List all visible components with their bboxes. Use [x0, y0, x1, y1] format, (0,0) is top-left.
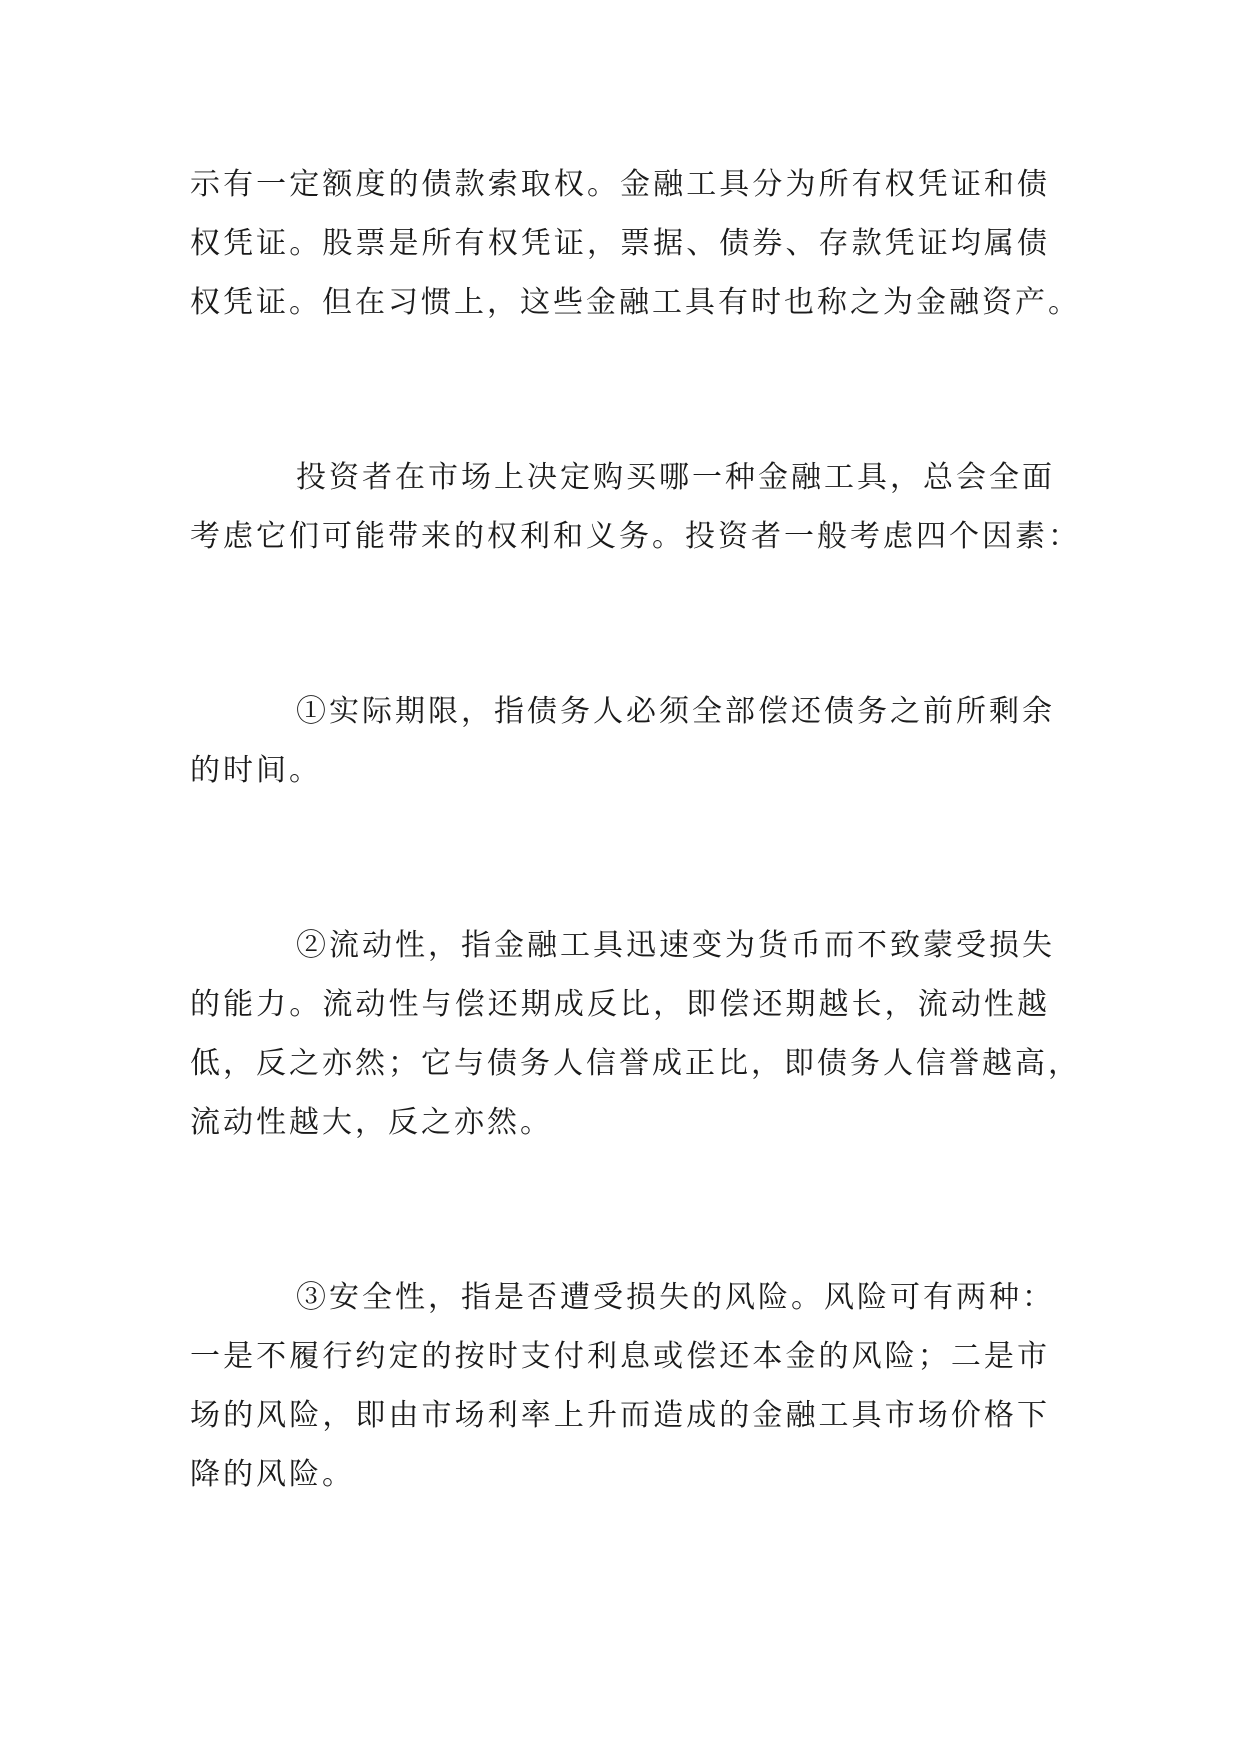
paragraph-line: 流动性越大，反之亦然。: [190, 1105, 553, 1140]
paragraph-line: 降的风险。: [190, 1457, 355, 1492]
paragraph-line: 场的风险，即由市场利率上升而造成的金融工具市场价格下: [190, 1398, 1050, 1433]
paragraph-line: 考虑它们可能带来的权利和义务。投资者一般考虑四个因素：: [190, 519, 1081, 554]
paragraph-line: 的时间。: [190, 753, 322, 788]
paragraph-line: ③安全性，指是否遭受损失的风险。风险可有两种：: [296, 1280, 1055, 1315]
paragraph-line: 示有一定额度的债款索取权。金融工具分为所有权凭证和债: [190, 167, 1050, 202]
paragraph-line: 低，反之亦然；它与债务人信誉成正比，即债务人信誉越高，: [190, 1046, 1081, 1081]
paragraph-line: ②流动性，指金融工具迅速变为货币而不致蒙受损失: [296, 928, 1055, 963]
paragraph-line: 的能力。流动性与偿还期成反比，即偿还期越长，流动性越: [190, 987, 1050, 1022]
paragraph-line: 权凭证。股票是所有权凭证，票据、债券、存款凭证均属债: [190, 226, 1050, 261]
paragraph-line: 一是不履行约定的按时支付利息或偿还本金的风险；二是市: [190, 1339, 1050, 1374]
paragraph-line: 权凭证。但在习惯上，这些金融工具有时也称之为金融资产。: [190, 285, 1081, 320]
paragraph-line: 投资者在市场上决定购买哪一种金融工具，总会全面: [296, 460, 1055, 495]
paragraph-line: ①实际期限，指债务人必须全部偿还债务之前所剩余: [296, 694, 1055, 729]
